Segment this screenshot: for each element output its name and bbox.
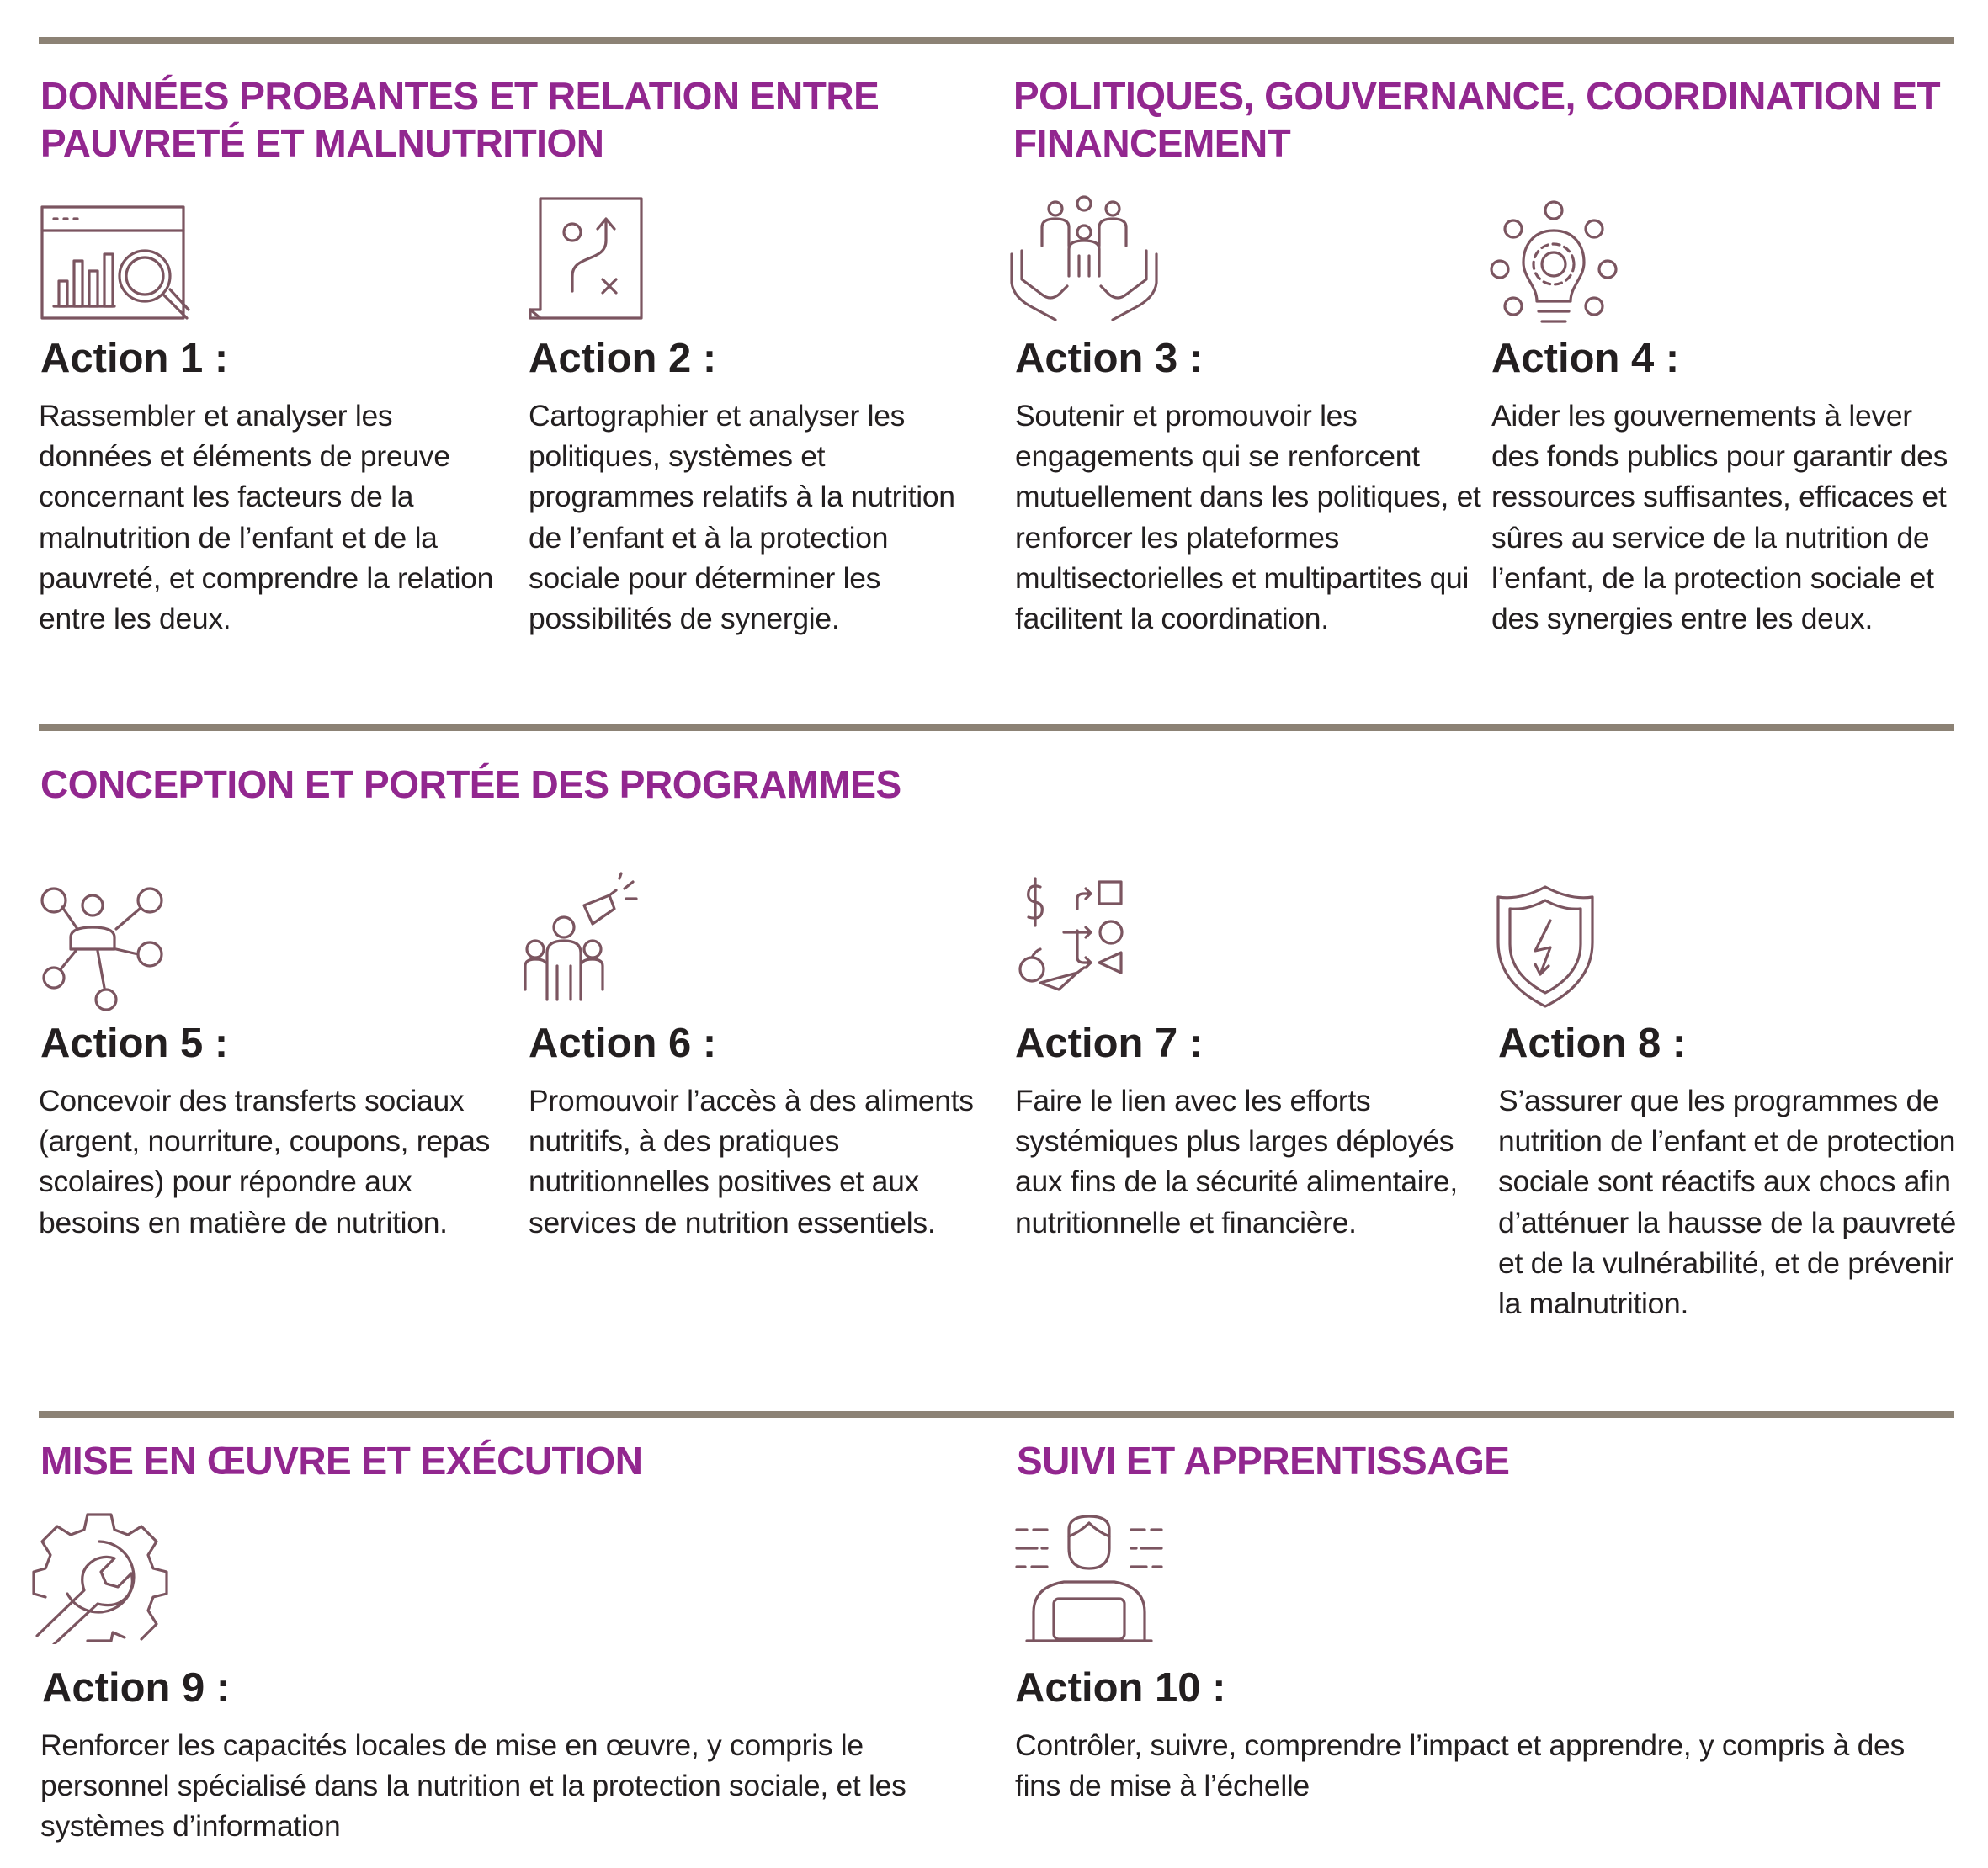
data-analysis-icon [39, 200, 190, 335]
action-6-text: Promouvoir l’accès à des aliments nutritifs, à des pratiques nutritionnelles positives et aux services de nutrition essentiels. [529, 1084, 974, 1239]
action-8-title: Action 8 : [1498, 1021, 1687, 1066]
action-1-title: Action 1 : [40, 336, 229, 381]
action-10-title: Action 10 : [1015, 1665, 1226, 1711]
section-heading-implementation: MISE EN ŒUVRE ET EXÉCUTION [40, 1439, 643, 1483]
action-3-text: Soutenir et promouvoir les engagements qui se renforcent mutuellement dans les politiques, et renforcer les plateformes multisectorielles et multipartites qui facilitent la coordination. [1015, 399, 1481, 636]
person-laptop-icon [1013, 1515, 1165, 1649]
shield-lightning-icon [1495, 884, 1646, 1018]
action-9-text: Renforcer les capacités locales de mise en œuvre, y compris le personnel spécialisé dans la nutrition et la protection sociale, et les systèmes d’information [40, 1728, 906, 1844]
section-divider-top [39, 37, 1954, 44]
strategy-map-icon [522, 195, 673, 330]
action-10-text: Contrôler, suivre, comprendre l’impact et apprendre, y compris à des fins de mise à l’échelle [1015, 1728, 1905, 1803]
network-person-icon [37, 878, 189, 1013]
dollar-food-flow-icon [1010, 872, 1161, 1006]
action-4-text: Aider les gouvernements à lever des fonds publics pour garantir des ressources suffisantes, efficaces et sûres au service de la nutrition de l’enfant, de la protection sociale et des synergies entre les deux. [1491, 399, 1948, 636]
action-7-text: Faire le lien avec les efforts systémiques plus larges déployés aux fins de la sécurité alimentaire, nutritionnelle et financière. [1015, 1084, 1458, 1239]
action-5-title: Action 5 : [40, 1021, 229, 1066]
section-heading-policies: POLITIQUES, GOUVERNANCE, COORDINATION ET FINANCEMENT [1013, 74, 1941, 165]
action-4-title: Action 4 : [1491, 336, 1680, 381]
action-8-text: S’assurer que les programmes de nutrition de l’enfant et de protection sociale sont réactifs aux chocs afin d’atténuer la hausse de la pauvreté et de la vulnérabilité, et de prévenir la malnutrition. [1498, 1084, 1957, 1321]
section-heading-design: CONCEPTION ET PORTÉE DES PROGRAMMES [40, 762, 901, 806]
supporting-hands-icon [1008, 195, 1160, 330]
section-heading-evidence: DONNÉES PROBANTES ET RELATION ENTRE PAUVRETÉ ET MALNUTRITION [40, 74, 880, 165]
section-divider-bottom [39, 1411, 1954, 1418]
section-divider-middle [39, 724, 1954, 731]
action-3-title: Action 3 : [1015, 336, 1204, 381]
action-2-text: Cartographier et analyser les politiques, systèmes et programmes relatifs à la nutrition de l’enfant et à la protection sociale pour déterminer les possibilités de synergie. [529, 399, 955, 636]
megaphone-group-icon [522, 872, 673, 1006]
action-2-title: Action 2 : [529, 336, 717, 381]
lightbulb-gear-icon [1490, 200, 1641, 335]
action-9-title: Action 9 : [42, 1665, 231, 1711]
section-heading-monitoring: SUIVI ET APPRENTISSAGE [1017, 1439, 1510, 1483]
action-7-title: Action 7 : [1015, 1021, 1204, 1066]
action-5-text: Concevoir des transferts sociaux (argent, nourriture, coupons, repas scolaires) pour répondre aux besoins en matière de nutrition. [39, 1084, 491, 1239]
action-6-title: Action 6 : [529, 1021, 717, 1066]
action-1-text: Rassembler et analyser les données et éléments de preuve concernant les facteurs de la malnutrition de l’enfant et de la pauvreté, et comprendre la relation entre les deux. [39, 399, 494, 636]
gear-wrench-icon [32, 1510, 183, 1644]
